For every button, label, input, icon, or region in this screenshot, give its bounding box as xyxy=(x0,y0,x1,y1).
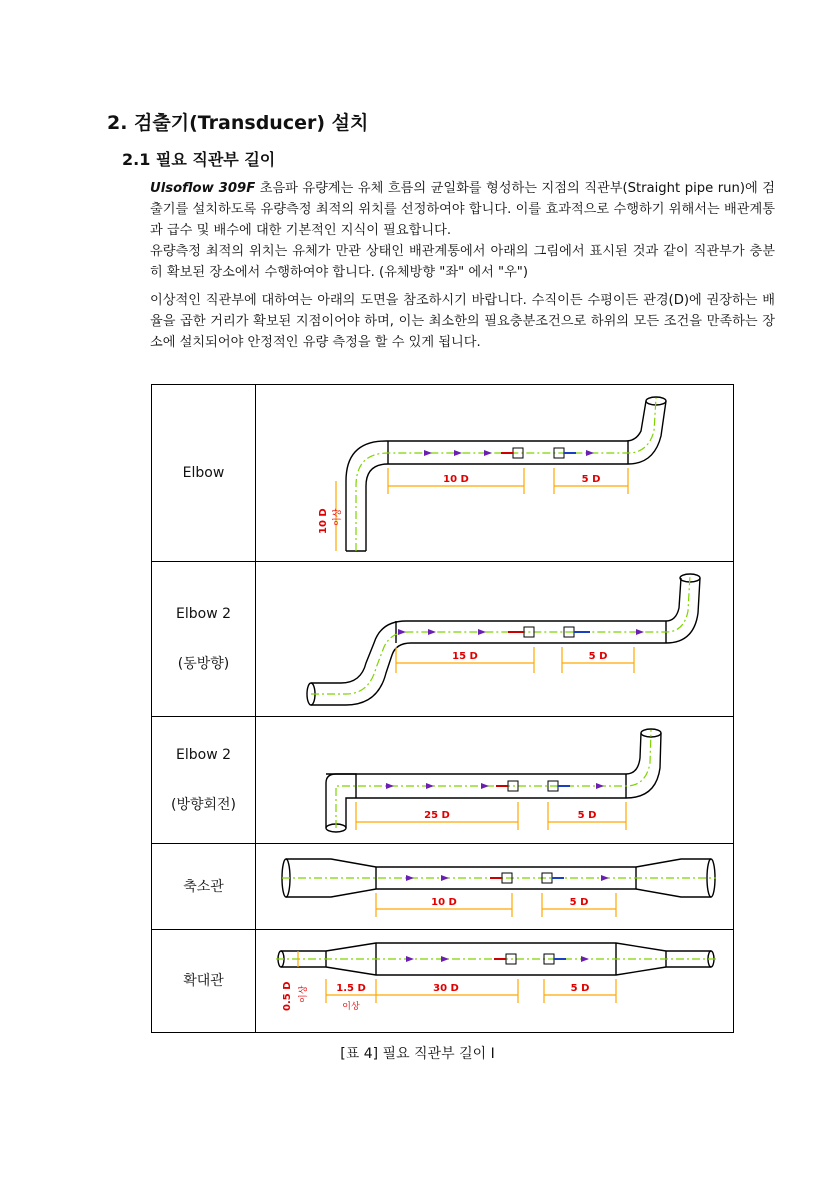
dim-note: 이상 xyxy=(342,1001,360,1012)
dim-label: 5 D xyxy=(577,809,597,821)
diagram-elbow xyxy=(256,385,734,562)
dim-label: 1.5 D xyxy=(336,982,366,994)
row-label-reducer xyxy=(152,844,256,930)
row-label: 축소관 xyxy=(183,878,224,895)
table-caption: [표 4] 필요 직관부 길이 Ⅰ xyxy=(340,1046,495,1062)
subsection-heading: 2.1 필요 직관부 길이 xyxy=(122,150,276,169)
row-label-elbow2-turn xyxy=(152,717,256,844)
row-label: Elbow 2 xyxy=(176,606,231,622)
dim-label: 25 D xyxy=(424,809,450,821)
dim-label: 30 D xyxy=(433,982,459,994)
intro-text: 초음파 유량계는 유체 흐름의 균일화를 형성하는 지점의 직관부(Straight pipe run)에 검출기를 설치하도록 유량측정 최적의 위치를 선정하여야 합니다. 이를 효과적으로 수행하기 위해서는 배관계통과 급수 및 배수에 대한 기본적인 지식이 필요합니다. xyxy=(150,181,775,238)
row-label: Elbow xyxy=(182,465,225,481)
vertical-dim-note: 이상 xyxy=(299,985,309,1003)
paragraph-location: 유량측정 최적의 위치는 유체가 만관 상태인 배관계통에서 아래의 그림에서 표시된 것과 같이 직관부가 충분히 확보된 장소에서 수행하여야 합니다. (유체방향 "좌" 에서 "우") xyxy=(150,244,775,280)
dim-label: 15 D xyxy=(452,650,478,662)
row-sub-label: (동방향) xyxy=(177,656,230,672)
diagram-reducer xyxy=(256,844,734,930)
dim-label: 5 D xyxy=(569,896,589,908)
dim-label: 5 D xyxy=(570,982,590,994)
row-label-expander xyxy=(152,930,256,1033)
row-label: Elbow 2 xyxy=(176,747,231,763)
paragraph-ideal: 이상적인 직관부에 대하여는 아래의 도면을 참조하시기 바랍니다. 수직이든 수평이든 관경(D)에 권장하는 배율을 곱한 거리가 확보된 지점이어야 하며, 이는 최소한의 필요충분조건으로 하위의 모든 조건을 만족하는 장소에 설치되어야 안정적인 유량 측정을 할 수 있게 됩니다. xyxy=(150,293,775,350)
row-label: 확대관 xyxy=(183,973,224,989)
vertical-dim-note: 이상 xyxy=(333,508,343,526)
diagram-elbow2-turn xyxy=(256,717,734,844)
product-name: Ulsoflow 309F xyxy=(150,181,256,196)
dim-label: 5 D xyxy=(581,473,601,485)
row-label-elbow2-same xyxy=(152,562,256,717)
row-label-elbow xyxy=(152,385,256,562)
diagram-elbow2-same xyxy=(256,562,734,717)
diagram-expander xyxy=(256,930,734,1033)
paragraph-intro xyxy=(150,178,775,241)
dim-label: 10 D xyxy=(431,896,457,908)
straight-run-table xyxy=(151,384,734,1033)
vertical-dim-label: 10 D xyxy=(318,507,329,534)
section-heading: 2. 검출기(Transducer) 설치 xyxy=(107,112,369,134)
vertical-dim-label: 0.5 D xyxy=(282,981,293,1011)
row-sub-label: (방향회전) xyxy=(170,797,237,813)
dim-label: 10 D xyxy=(443,473,469,485)
dim-label: 5 D xyxy=(588,650,608,662)
